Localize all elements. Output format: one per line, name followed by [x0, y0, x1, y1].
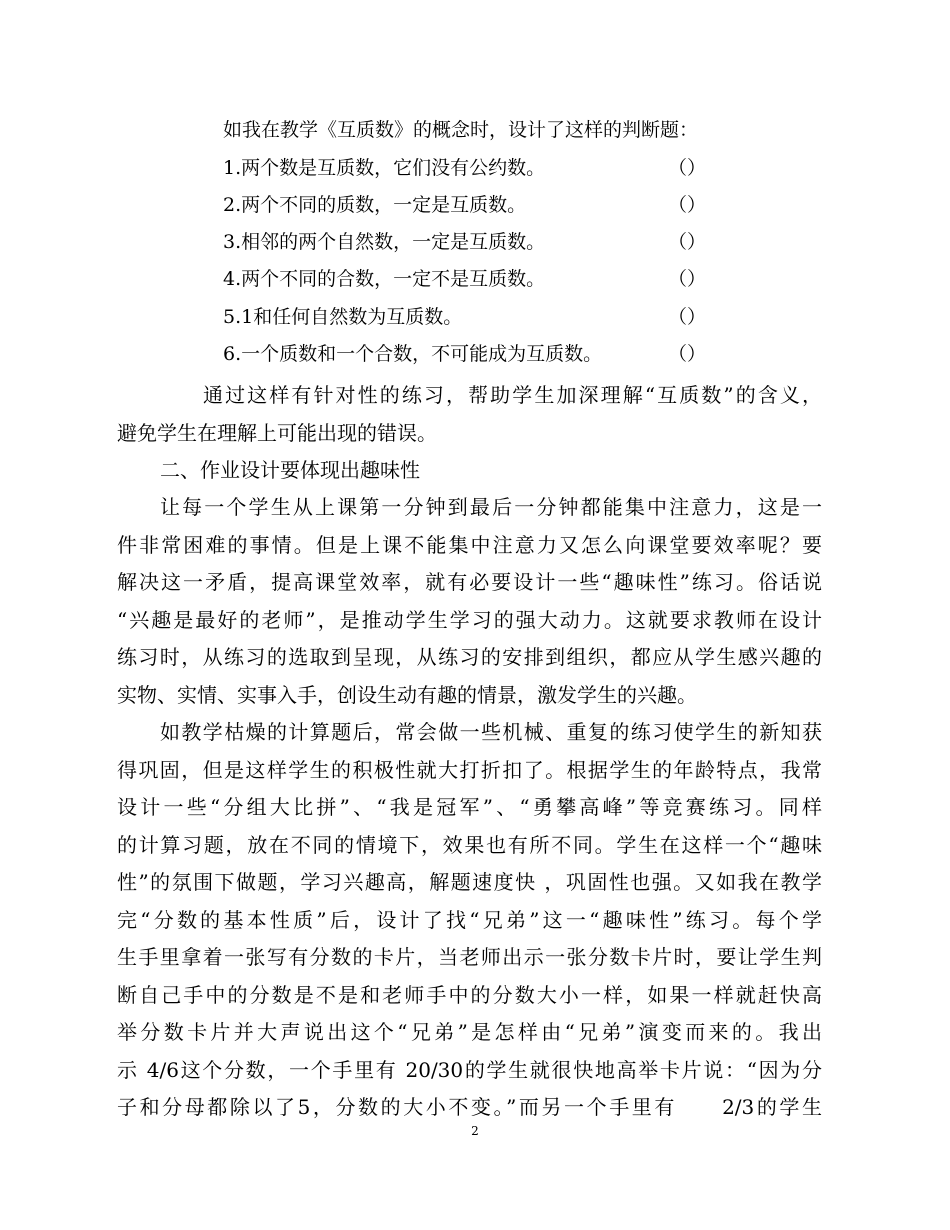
question-text: 4.两个不同的合数，一定不是互质数。 [223, 268, 546, 290]
question-text: 2.两个不同的质数，一定是互质数。 [223, 194, 527, 216]
answer-parentheses: （） [668, 268, 707, 290]
section-heading: 二、作业设计要体现出趣味性 [160, 458, 420, 482]
paragraph-line: 示 4/6这个分数，一个手里有 20/30的学生就很快地高举卡片说：“因为分 [117, 1057, 822, 1082]
paragraph-line: 练习时，从练习的选取到呈现，从练习的安排到组织，都应从学生感兴趣的 [117, 645, 822, 669]
paragraph-line: 通过这样有针对性的练习，帮助学生加深理解“互质数”的含义， [203, 383, 822, 407]
question-text: 3.相邻的两个自然数，一定是互质数。 [223, 231, 546, 253]
answer-parentheses: （） [668, 231, 707, 253]
answer-parentheses: （） [668, 194, 707, 216]
question-text: 1.两个数是互质数，它们没有公约数。 [223, 157, 546, 179]
paragraph-line: 解决这一矛盾，提高课堂效率，就有必要设计一些“趣味性”练习。俗话说 [117, 570, 822, 594]
paragraph-example [117, 714, 822, 1127]
paragraph-line: 性”的氛围下做题，学习兴趣高，解题速度快 ，巩固性也强。又如我在教学 [117, 870, 822, 894]
paragraph-line: 的计算习题，放在不同的情境下，效果也有所不同。学生在这样一个“趣味 [117, 832, 822, 857]
paragraph-line: 得巩固，但是这样学生的积极性就大打折扣了。根据学生的年龄特点，我常 [117, 757, 822, 782]
question-item [223, 191, 723, 219]
question-item [223, 340, 723, 368]
question-item [223, 228, 723, 256]
paragraph-line: 完“分数的基本性质”后，设计了找“兄弟”这一“趣味性”练习。每个学 [117, 907, 822, 932]
paragraph-line: 举分数卡片并大声说出这个“兄弟”是怎样由“兄弟”演变而来的。我出 [117, 1020, 822, 1044]
answer-parentheses: （） [668, 157, 707, 179]
question-text: 5.1和任何自然数为互质数。 [223, 306, 463, 328]
answer-parentheses: （） [668, 306, 707, 328]
paragraph-line: 设计一些“分组大比拼”、“我是冠军”、“勇攀高峰”等竞赛练习。同样 [117, 795, 822, 819]
paragraph-line: 避免学生在理解上可能出现的错误。 [117, 420, 437, 445]
paragraph-line: 让每一个学生从上课第一分钟到最后一分钟都能集中注意力，这是一 [160, 495, 822, 519]
page-number: 2 [471, 1124, 479, 1138]
paragraph-line: 断自己手中的分数是不是和老师手中的分数大小一样，如果一样就赶快高 [117, 982, 822, 1007]
paragraph-line: 件非常困难的事情。但是上课不能集中注意力又怎么向课堂要效率呢？要 [117, 532, 822, 557]
question-item [223, 303, 723, 331]
paragraph-line: 生手里拿着一张写有分数的卡片，当老师出示一张分数卡片时，要让学生判 [117, 945, 822, 969]
paragraph-line: 实物、实情、实事入手，创设生动有趣的情景，激发学生的兴趣。 [117, 682, 697, 707]
paragraph-line: “兴趣是最好的老师”，是推动学生学习的强大动力。这就要求教师在设计 [117, 607, 822, 632]
paragraph-line: 子和分母都除以了5，分数的大小不变。”而另一个手里有 2/3的学生 [117, 1095, 822, 1119]
intro-line: 如我在教学《互质数》的概念时，设计了这样的判断题： [223, 119, 699, 141]
question-item [223, 265, 723, 293]
paragraph-line: 如教学枯燥的计算题后，常会做一些机械、重复的练习使学生的新知获 [160, 720, 822, 744]
paragraph-interest [117, 489, 822, 714]
question-text: 6.一个质数和一个合数，不可能成为互质数。 [223, 343, 603, 365]
answer-parentheses: （） [668, 343, 707, 365]
question-item [223, 154, 723, 182]
paragraph-summary [117, 377, 822, 452]
